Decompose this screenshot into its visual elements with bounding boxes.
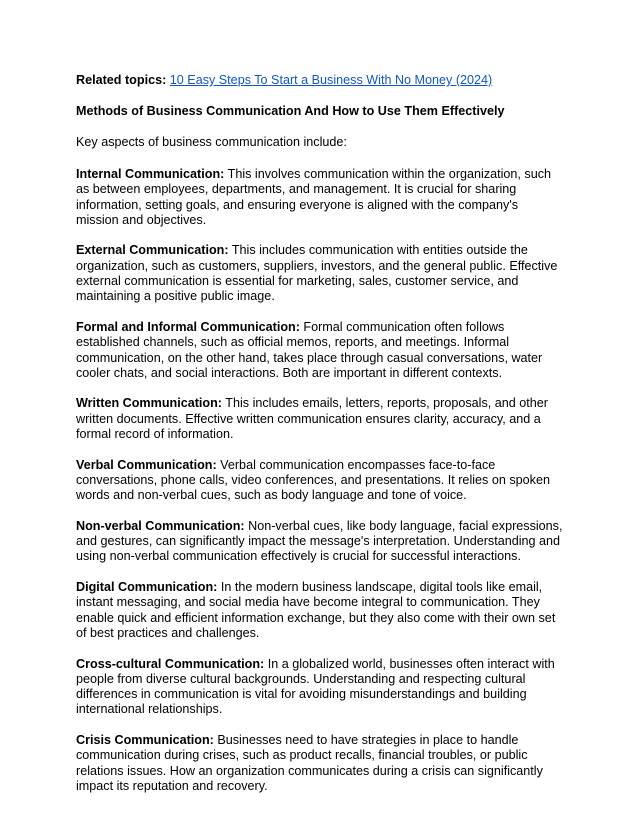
paragraph-text: This includes emails, letters, reports, proposals, and other written documents. Effective written communication ensures clarity, accuracy, and a formal record of information. [76,396,548,442]
paragraph-label: Formal and Informal Communication: [76,319,300,334]
paragraph-text: Verbal communication encompasses face-to-face conversations, phone calls, video conferences, and presentations. It relies on spoken words and non-verbal cues, such as body language and tone of voice. [76,457,550,503]
paragraph-label: Crisis Communication: [76,732,214,747]
intro-paragraph: Key aspects of business communication include: [76,135,347,149]
paragraph-text: This includes communication with entities outside the organization, such as customers, suppliers, investors, and the general public. Effective external communication is essential for marketing, sales, customer service, and maintaining a positive public image. [76,243,558,304]
paragraph-nonverbal-communication [76,519,564,565]
paragraph-written-communication [76,396,564,442]
paragraph-external-communication [76,243,564,304]
related-topics-line [76,73,564,88]
paragraph-text: This involves communication within the organization, such as between employees, departments, and management. It is crucial for sharing information, setting goals, and ensuring everyone is aligned with the company's mission and objectives. [76,167,552,227]
communication-types-list [76,167,564,794]
paragraph-label: Non-verbal Communication: [76,518,245,533]
related-topics-label: Related topics: [76,73,167,87]
paragraph-text: Businesses need to have strategies in place to handle communication during crises, such as product recalls, financial troubles, or public relations issues. How an organization communicates during a crisis can significantly impact its reputation and recovery. [76,732,543,793]
paragraph-text: Formal communication often follows established channels, such as official memos, reports, and meetings. Informal communication, on the other hand, takes place through casual conversations, water cooler chats, and social interactions. Both are important in different contexts. [76,319,543,380]
paragraph-label: Cross-cultural Communication: [76,656,265,671]
section-heading: Methods of Business Communication And How to Use Them Effectively [76,104,505,118]
paragraph-text: In the modern business landscape, digital tools like email, instant messaging, and social media have become integral to communication. They enable quick and efficient information exchange, but they also come with their own set of best practices and challenges. [76,580,556,640]
paragraph-digital-communication [76,580,564,641]
paragraph-cross-cultural-communication [76,657,564,718]
paragraph-verbal-communication [76,458,564,504]
paragraph-internal-communication [76,167,564,228]
paragraph-text: Non-verbal cues, like body language, facial expressions, and gestures, can significantly impact the message's interpretation. Understanding and using non-verbal communication effectively is crucial for successful interactions. [76,518,563,564]
paragraph-text: In a globalized world, businesses often interact with people from diverse cultural backgrounds. Understanding and respecting cultural differences in communication is vital for avoiding misunderstandings and building international relationships. [76,656,555,717]
paragraph-formal-informal-communication [76,320,564,381]
paragraph-label: Digital Communication: [76,580,218,595]
paragraph-label: External Communication: [76,243,229,258]
paragraph-label: Verbal Communication: [76,457,217,472]
related-topic-link[interactable]: 10 Easy Steps To Start a Business With No Money (2024) [169,73,493,87]
paragraph-label: Internal Communication: [76,167,225,181]
paragraph-label: Written Communication: [76,396,222,411]
paragraph-crisis-communication [76,733,564,794]
